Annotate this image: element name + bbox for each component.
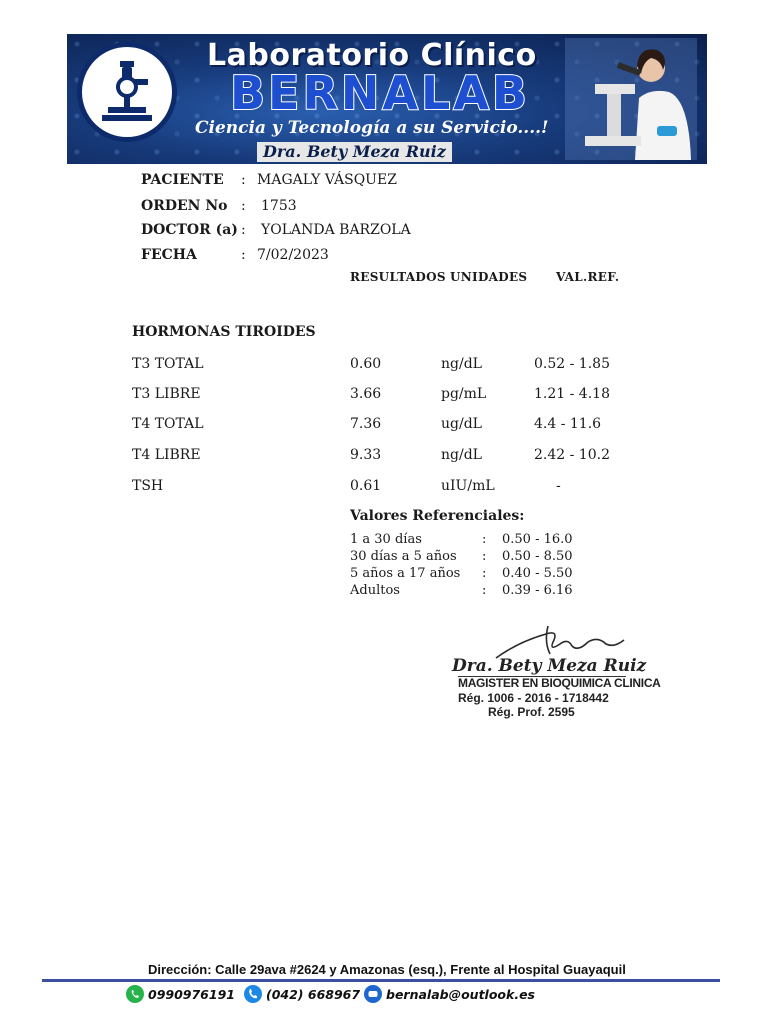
- col-header-ref: VAL.REF.: [556, 270, 620, 284]
- signature-prof-registry: Rég. Prof. 2595: [488, 705, 575, 719]
- reference-age: 5 años a 17 años: [350, 566, 461, 581]
- result-row: [132, 416, 652, 436]
- test-result: 7.36: [350, 416, 382, 432]
- brand-name: BERNALAB: [230, 66, 530, 120]
- whatsapp-contact[interactable]: [126, 984, 235, 1004]
- reference-age: 30 días a 5 años: [350, 549, 457, 564]
- test-result: 0.60: [350, 356, 382, 372]
- test-ref: 2.42 - 10.2: [534, 447, 610, 463]
- reference-range: 0.39 - 6.16: [502, 583, 573, 598]
- test-result: 0.61: [350, 478, 382, 494]
- colon: :: [241, 247, 246, 263]
- whatsapp-number: 0990976191: [148, 986, 235, 1002]
- result-row: [132, 386, 652, 406]
- header-banner: [67, 34, 707, 164]
- reference-row: [350, 583, 610, 599]
- col-header-units: UNIDADES: [450, 270, 528, 284]
- banner-doctor-name: Dra. Bety Meza Ruiz: [257, 142, 452, 162]
- signature-name: Dra. Bety Meza Ruiz: [452, 656, 647, 676]
- test-unit: uIU/mL: [441, 478, 495, 494]
- test-ref: -: [556, 478, 561, 494]
- reference-values-title: Valores Referenciales:: [350, 508, 525, 524]
- reference-row: [350, 549, 610, 565]
- signature-block: [448, 622, 661, 722]
- reference-range: 0.50 - 8.50: [502, 549, 573, 564]
- colon: :: [482, 566, 487, 581]
- colon: :: [241, 172, 246, 188]
- test-name: T3 LIBRE: [132, 386, 201, 402]
- colon: :: [482, 532, 487, 547]
- doctor-value: YOLANDA BARZOLA: [261, 222, 411, 238]
- signature-title: MAGISTER EN BIOQUIMICA CLINICA: [458, 676, 661, 690]
- test-ref: 1.21 - 4.18: [534, 386, 610, 402]
- test-unit: ng/dL: [441, 447, 482, 463]
- test-name: T3 TOTAL: [132, 356, 204, 372]
- email-address: bernalab@outlook.es: [386, 986, 535, 1002]
- footer-address: Dirección: Calle 29ava #2624 y Amazonas (esq.), Frente al Hospital Guayaquil: [148, 962, 626, 977]
- phone-number: (042) 668967: [266, 986, 361, 1002]
- reference-range: 0.50 - 16.0: [502, 532, 573, 547]
- section-title: HORMONAS TIROIDES: [132, 324, 316, 340]
- email-contact[interactable]: [364, 984, 535, 1004]
- test-name: TSH: [132, 478, 164, 494]
- test-result: 3.66: [350, 386, 382, 402]
- test-name: T4 LIBRE: [132, 447, 201, 463]
- scientist-illustration: [565, 38, 697, 160]
- reference-range: 0.40 - 5.50: [502, 566, 573, 581]
- microscope-icon: [94, 59, 160, 125]
- test-name: T4 TOTAL: [132, 416, 204, 432]
- test-unit: pg/mL: [441, 386, 487, 402]
- phone-contact[interactable]: [244, 984, 360, 1004]
- result-row: [132, 478, 652, 498]
- colon: :: [241, 222, 246, 238]
- signature-registry: Rég. 1006 - 2016 - 1718442: [458, 691, 609, 705]
- reference-row: [350, 566, 610, 582]
- reference-age: Adultos: [350, 583, 400, 598]
- slogan: Ciencia y Tecnología a su Servicio....!: [195, 118, 549, 138]
- microscope-logo: [77, 42, 177, 142]
- colon: :: [482, 583, 487, 598]
- whatsapp-icon: [126, 985, 144, 1003]
- test-unit: ug/dL: [441, 416, 482, 432]
- test-ref: 4.4 - 11.6: [534, 416, 602, 432]
- doctor-label: DOCTOR (a): [141, 222, 238, 238]
- chat-icon: [364, 985, 382, 1003]
- date-value: 7/02/2023: [257, 247, 329, 263]
- reference-age: 1 a 30 días: [350, 532, 422, 547]
- date-label: FECHA: [141, 247, 197, 263]
- order-label: ORDEN No: [141, 198, 228, 214]
- result-row: [132, 447, 652, 467]
- test-unit: ng/dL: [441, 356, 482, 372]
- order-value: 1753: [261, 198, 297, 214]
- reference-row: [350, 532, 610, 548]
- colon: :: [482, 549, 487, 564]
- phone-icon: [244, 985, 262, 1003]
- test-result: 9.33: [350, 447, 382, 463]
- result-row: [132, 356, 652, 376]
- colon: :: [241, 198, 246, 214]
- lab-title: Laboratorio Clínico: [207, 38, 537, 73]
- patient-value: MAGALY VÁSQUEZ: [257, 172, 397, 188]
- test-ref: 0.52 - 1.85: [534, 356, 610, 372]
- footer-divider: [42, 979, 720, 982]
- col-header-results: RESULTADOS: [350, 270, 446, 284]
- patient-label: PACIENTE: [141, 172, 224, 188]
